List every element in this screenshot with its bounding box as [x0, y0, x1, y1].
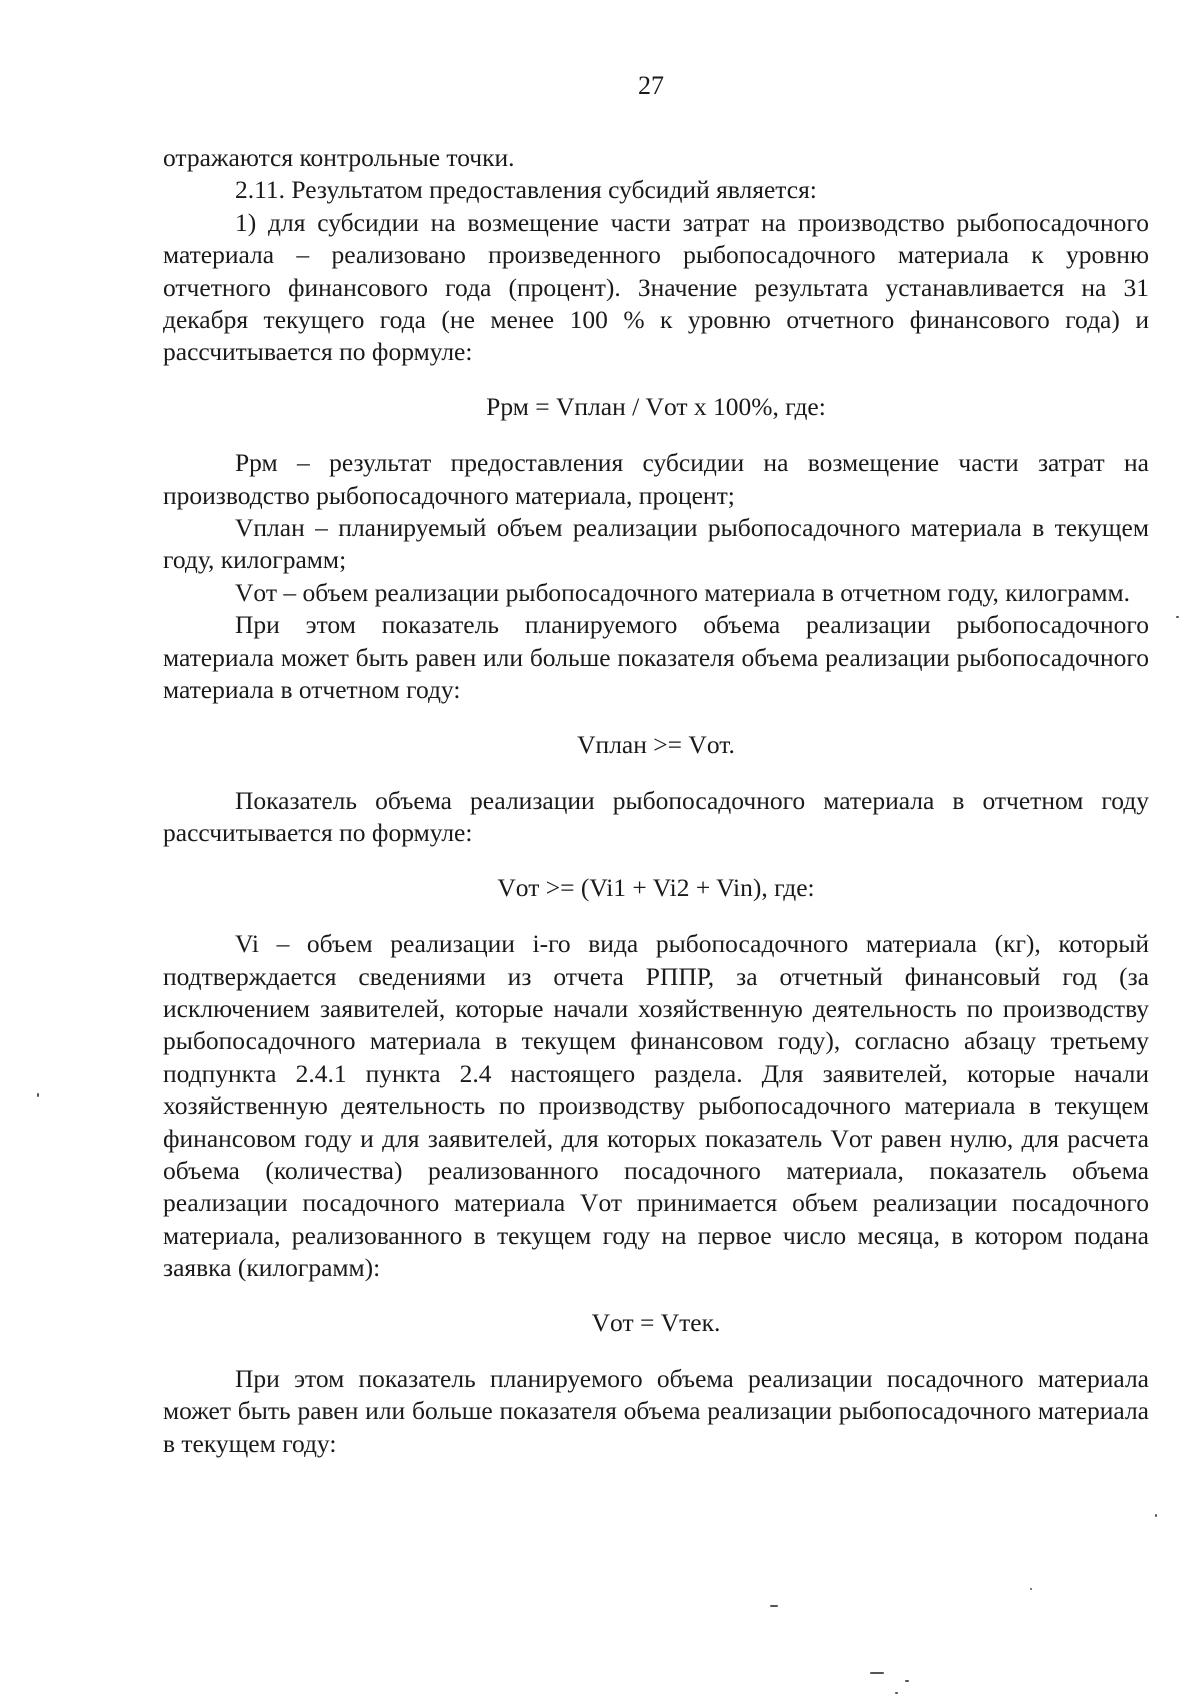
paragraph-section-2-11: 2.11. Результатом предоставления субсидий является: — [235, 175, 817, 205]
definition-vplan: Vплан – планируемый объем реализации рыбопосадочного материала в текущем году, килограмм; — [163, 513, 1149, 575]
formula-vot-vtek: Vот = Vтек. — [591, 1307, 721, 1337]
document-body — [163, 142, 1149, 1460]
paragraph-item-1: 1) для субсидии на возмещение части затрат на производство рыбопосадочного материала – реализовано произведенного рыбопосадочного материала к уровню отчетного финансового года (процент). Значение результата устанавливается на 31 декабря текущего года (не менее 100 % к уровню отчетного финансового года) и рассчитывается по формуле: — [163, 207, 1149, 367]
formula-vot-sum: Vот >= (Vi1 + Vi2 + Vin), где: — [497, 872, 815, 902]
paragraph-continuation: отражаются контрольные точки. — [163, 143, 515, 172]
paragraph-plan-condition: При этом показатель планируемого объема реализации рыбопосадочного материала может быть равен или больше показателя объема реализации рыбопосадочного материала в отчетном году: — [163, 610, 1149, 705]
definition-vi: Vi – объем реализации i-го вида рыбопосадочного материала (кг), который подтверждается сведениями из отчета РППР, за отчетный финансовый год (за исключением заявителей, которые начали хозяйственную деятельность по производству рыбопосадочного материала в текущем финансовом году), согласно абзацу третьему подпункта 2.4.1 пункта 2.4 настоящего раздела. Для заявителей, которые начали хозяйственную деятельность по производству рыбопосадочного материала в текущем финансовом году и для заявителей, для которых показатель Vот равен нулю, для расчета объема (количества) реализованного посадочного материала, показатель объема реализации посадочного материала Vот принимается объем реализации посадочного материала, реализованного в текущем году на первое число месяца, в котором подана заявка (килограмм): — [163, 929, 1149, 1283]
paragraph-plan-condition-current: При этом показатель планируемого объема реализации посадочного материала может быть равен или больше показателя объема реализации рыбопосадочного материала в текущем году: — [163, 1364, 1149, 1458]
paragraph-vot-calculation: Показатель объема реализации рыбопосадочного материала в отчетном году рассчитывается по формуле: — [163, 785, 1149, 848]
formula-vplan-ge-vot: Vплан >= Vот. — [577, 729, 735, 759]
page-number: 27 — [638, 71, 664, 100]
formula-rrm: Ррм = Vплан / Vот х 100%, где: — [486, 391, 826, 421]
definition-rrm: Ррм – результат предоставления субсидии на возмещение части затрат на производство рыбопосадочного материала, процент; — [163, 448, 1149, 510]
definition-vot: Vот – объем реализации рыбопосадочного материала в отчетном году, килограмм. — [235, 577, 1130, 607]
